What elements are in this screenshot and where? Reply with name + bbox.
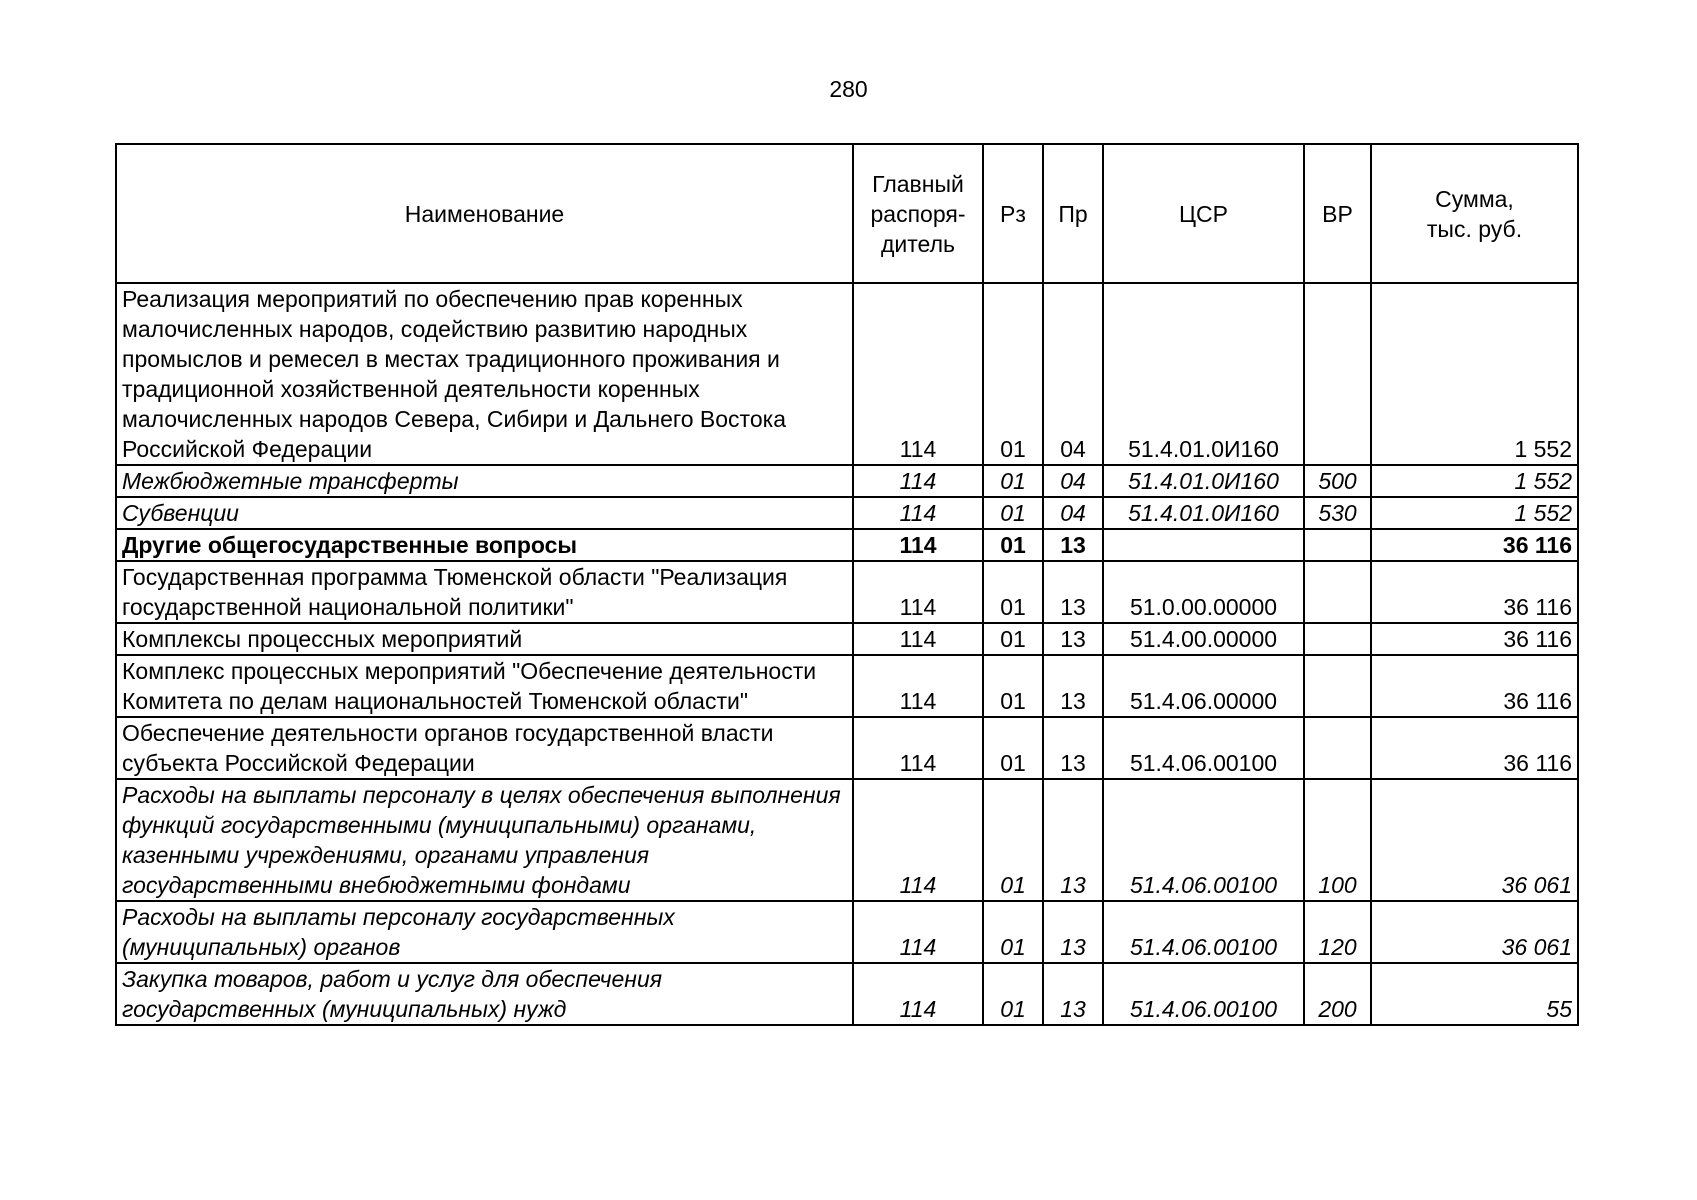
cell-main-manager: 114 bbox=[853, 623, 983, 655]
table-row bbox=[116, 561, 1578, 623]
cell-vr: 530 bbox=[1304, 497, 1371, 529]
cell-name: Комплекс процессных мероприятий "Обеспечение деятельности Комитета по делам национальностей Тюменской области" bbox=[116, 655, 853, 717]
cell-name: Расходы на выплаты персоналу государственных (муниципальных) органов bbox=[116, 901, 853, 963]
cell-vr bbox=[1304, 655, 1371, 717]
cell-main-manager: 114 bbox=[853, 497, 983, 529]
cell-pr: 13 bbox=[1043, 717, 1103, 779]
cell-sum: 36 116 bbox=[1371, 623, 1578, 655]
cell-main-manager: 114 bbox=[853, 561, 983, 623]
cell-sum: 1 552 bbox=[1371, 497, 1578, 529]
cell-sum: 36 116 bbox=[1371, 717, 1578, 779]
cell-sum: 36 116 bbox=[1371, 655, 1578, 717]
cell-sum: 1 552 bbox=[1371, 283, 1578, 465]
table-row bbox=[116, 529, 1578, 561]
cell-vr bbox=[1304, 529, 1371, 561]
cell-pr: 04 bbox=[1043, 465, 1103, 497]
cell-vr: 120 bbox=[1304, 901, 1371, 963]
cell-csr: 51.0.00.00000 bbox=[1103, 561, 1304, 623]
cell-main-manager: 114 bbox=[853, 901, 983, 963]
cell-csr: 51.4.06.00000 bbox=[1103, 655, 1304, 717]
cell-name: Обеспечение деятельности органов государственной власти субъекта Российской Федерации bbox=[116, 717, 853, 779]
cell-rz: 01 bbox=[983, 779, 1043, 901]
table-row bbox=[116, 465, 1578, 497]
cell-vr bbox=[1304, 561, 1371, 623]
cell-csr: 51.4.06.00100 bbox=[1103, 717, 1304, 779]
cell-rz: 01 bbox=[983, 655, 1043, 717]
cell-main-manager: 114 bbox=[853, 717, 983, 779]
header-csr: ЦСР bbox=[1103, 144, 1304, 283]
cell-rz: 01 bbox=[983, 529, 1043, 561]
table-header-row bbox=[116, 144, 1578, 283]
table-row bbox=[116, 779, 1578, 901]
cell-csr: 51.4.06.00100 bbox=[1103, 901, 1304, 963]
cell-sum: 36 061 bbox=[1371, 779, 1578, 901]
cell-name: Государственная программа Тюменской области "Реализация государственной национальной политики" bbox=[116, 561, 853, 623]
cell-name: Другие общегосударственные вопросы bbox=[116, 529, 853, 561]
cell-rz: 01 bbox=[983, 497, 1043, 529]
cell-main-manager: 114 bbox=[853, 963, 983, 1025]
cell-csr: 51.4.06.00100 bbox=[1103, 779, 1304, 901]
cell-pr: 04 bbox=[1043, 497, 1103, 529]
cell-pr: 13 bbox=[1043, 655, 1103, 717]
cell-main-manager: 114 bbox=[853, 283, 983, 465]
cell-main-manager: 114 bbox=[853, 529, 983, 561]
table-row bbox=[116, 655, 1578, 717]
cell-sum: 36 061 bbox=[1371, 901, 1578, 963]
cell-main-manager: 114 bbox=[853, 779, 983, 901]
cell-rz: 01 bbox=[983, 623, 1043, 655]
table-row bbox=[116, 283, 1578, 465]
cell-main-manager: 114 bbox=[853, 655, 983, 717]
cell-csr: 51.4.01.0И160 bbox=[1103, 283, 1304, 465]
cell-rz: 01 bbox=[983, 901, 1043, 963]
cell-vr bbox=[1304, 283, 1371, 465]
cell-vr: 100 bbox=[1304, 779, 1371, 901]
cell-rz: 01 bbox=[983, 717, 1043, 779]
cell-csr: 51.4.00.00000 bbox=[1103, 623, 1304, 655]
cell-sum: 1 552 bbox=[1371, 465, 1578, 497]
cell-pr: 13 bbox=[1043, 779, 1103, 901]
cell-name: Расходы на выплаты персоналу в целях обеспечения выполнения функций государственными (муниципальными) органами, казенными учреждениями, органами управления государственными внебюджетными фондами bbox=[116, 779, 853, 901]
cell-csr: 51.4.01.0И160 bbox=[1103, 497, 1304, 529]
cell-pr: 13 bbox=[1043, 561, 1103, 623]
cell-name: Субвенции bbox=[116, 497, 853, 529]
cell-vr: 500 bbox=[1304, 465, 1371, 497]
cell-pr: 13 bbox=[1043, 901, 1103, 963]
table-row bbox=[116, 901, 1578, 963]
table-row bbox=[116, 623, 1578, 655]
cell-rz: 01 bbox=[983, 465, 1043, 497]
table-row bbox=[116, 497, 1578, 529]
cell-sum: 36 116 bbox=[1371, 561, 1578, 623]
header-vr: ВР bbox=[1304, 144, 1371, 283]
cell-name: Реализация мероприятий по обеспечению прав коренных малочисленных народов, содействию развитию народных промыслов и ремесел в местах традиционного проживания и традиционной хозяйственной деятельности коренных малочисленных народов Севера, Сибири и Дальнего Востока Российской Федерации bbox=[116, 283, 853, 465]
cell-csr: 51.4.01.0И160 bbox=[1103, 465, 1304, 497]
cell-rz: 01 bbox=[983, 283, 1043, 465]
table-row bbox=[116, 717, 1578, 779]
header-main-manager: Главный распоря- дитель bbox=[853, 144, 983, 283]
cell-vr bbox=[1304, 623, 1371, 655]
cell-csr: 51.4.06.00100 bbox=[1103, 963, 1304, 1025]
page-number: 280 bbox=[829, 76, 868, 102]
cell-pr: 13 bbox=[1043, 963, 1103, 1025]
cell-csr bbox=[1103, 529, 1304, 561]
cell-name: Закупка товаров, работ и услуг для обеспечения государственных (муниципальных) нужд bbox=[116, 963, 853, 1025]
cell-rz: 01 bbox=[983, 561, 1043, 623]
cell-name: Комплексы процессных мероприятий bbox=[116, 623, 853, 655]
header-name: Наименование bbox=[116, 144, 853, 283]
cell-rz: 01 bbox=[983, 963, 1043, 1025]
cell-vr bbox=[1304, 717, 1371, 779]
cell-sum: 55 bbox=[1371, 963, 1578, 1025]
cell-pr: 13 bbox=[1043, 623, 1103, 655]
budget-table bbox=[115, 143, 1579, 1026]
cell-name: Межбюджетные трансферты bbox=[116, 465, 853, 497]
cell-vr: 200 bbox=[1304, 963, 1371, 1025]
cell-sum: 36 116 bbox=[1371, 529, 1578, 561]
cell-pr: 04 bbox=[1043, 283, 1103, 465]
header-pr: Пр bbox=[1043, 144, 1103, 283]
cell-pr: 13 bbox=[1043, 529, 1103, 561]
cell-main-manager: 114 bbox=[853, 465, 983, 497]
header-sum: Сумма, тыс. руб. bbox=[1371, 144, 1578, 283]
header-rz: Рз bbox=[983, 144, 1043, 283]
table-body bbox=[116, 283, 1578, 1025]
table-row bbox=[116, 963, 1578, 1025]
